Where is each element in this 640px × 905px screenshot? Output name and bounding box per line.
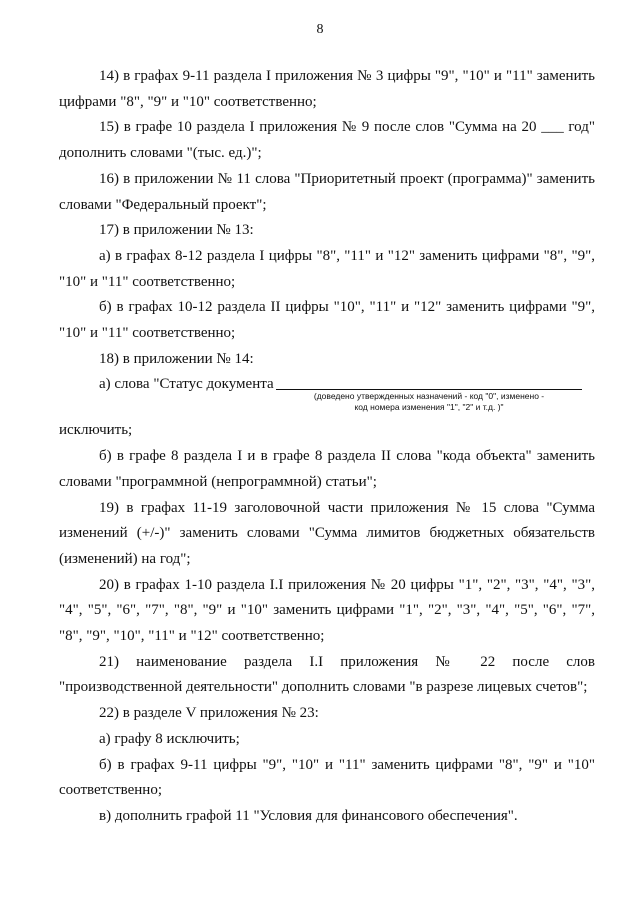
status-document-field [59,372,595,418]
item-18b: б) в графе 8 раздела I и в графе 8 раздела II слова "кода объекта" заменить словами "программной (непрограммной) статьи"; [59,448,595,490]
status-field-label: а) слова "Статус документа [99,376,274,393]
item-18: 18) в приложении № 14: [99,350,254,367]
item-17: 17) в приложении № 13: [99,222,254,239]
item-17b: б) в графах 10-12 раздела II цифры "10", "11" и "12" заменить цифрами "9", "10" и "11" соответственно; [59,299,595,342]
item-14: 14) в графах 9-11 раздела I приложения № 3 цифры "9", "10" и "11" заменить цифрами "8", "9" и "10" соответственно; [59,68,595,110]
item-19: 19) в графах 11-19 заголовочной части приложения № 15 слова "Сумма изменений (+/-)" заменить словами "Сумма лимитов бюджетных обязательств (изменений) на год"; [59,499,595,567]
item-18a-tail: исключить; [59,422,133,439]
document-body [59,64,595,830]
status-note-line-2: код номера изменения "1", "2" и т.д. )" [354,402,504,413]
status-field-note [276,391,582,413]
item-22c: в) дополнить графой 11 "Условия для финансового обеспечения". [99,807,518,824]
item-20: 20) в графах 1-10 раздела I.I приложения № 20 цифры "1", "2", "3", "4", "3", "4", "5", "6", "7", "8", "9" и "10" заменить цифрами "1", "2", "3", "4", "5", "6", "7", "8", "9", "10", "11" и "12" соответственно; [59,576,595,645]
item-22a: а) графу 8 исключить; [99,730,240,747]
page-number: 8 [316,22,324,37]
item-15: 15) в графе 10 раздела I приложения № 9 после слов "Сумма на 20 ___ год" дополнить словами "(тыс. ед.)"; [59,119,595,162]
item-17a: а) в графах 8-12 раздела I цифры "8", "11" и "12" заменить цифрами "8", "9", "10" и "11" соответственно; [59,247,595,290]
blank-underline [276,389,582,390]
item-22b: б) в графах 9-11 цифры "9", "10" и "11" заменить цифрами "8", "9" и "10" соответственно; [59,756,595,799]
item-22: 22) в разделе V приложения № 23: [99,705,319,722]
status-note-line-1: (доведено утвержденных назначений - код "0", изменено - [313,391,545,402]
item-16: 16) в приложении № 11 слова "Приоритетный проект (программа)" заменить словами "Федеральный проект"; [59,170,595,213]
item-21: 21) наименование раздела I.I приложения № 22 после слов "производственной деятельности" дополнить словами "в разрезе лицевых счетов"; [59,653,595,696]
